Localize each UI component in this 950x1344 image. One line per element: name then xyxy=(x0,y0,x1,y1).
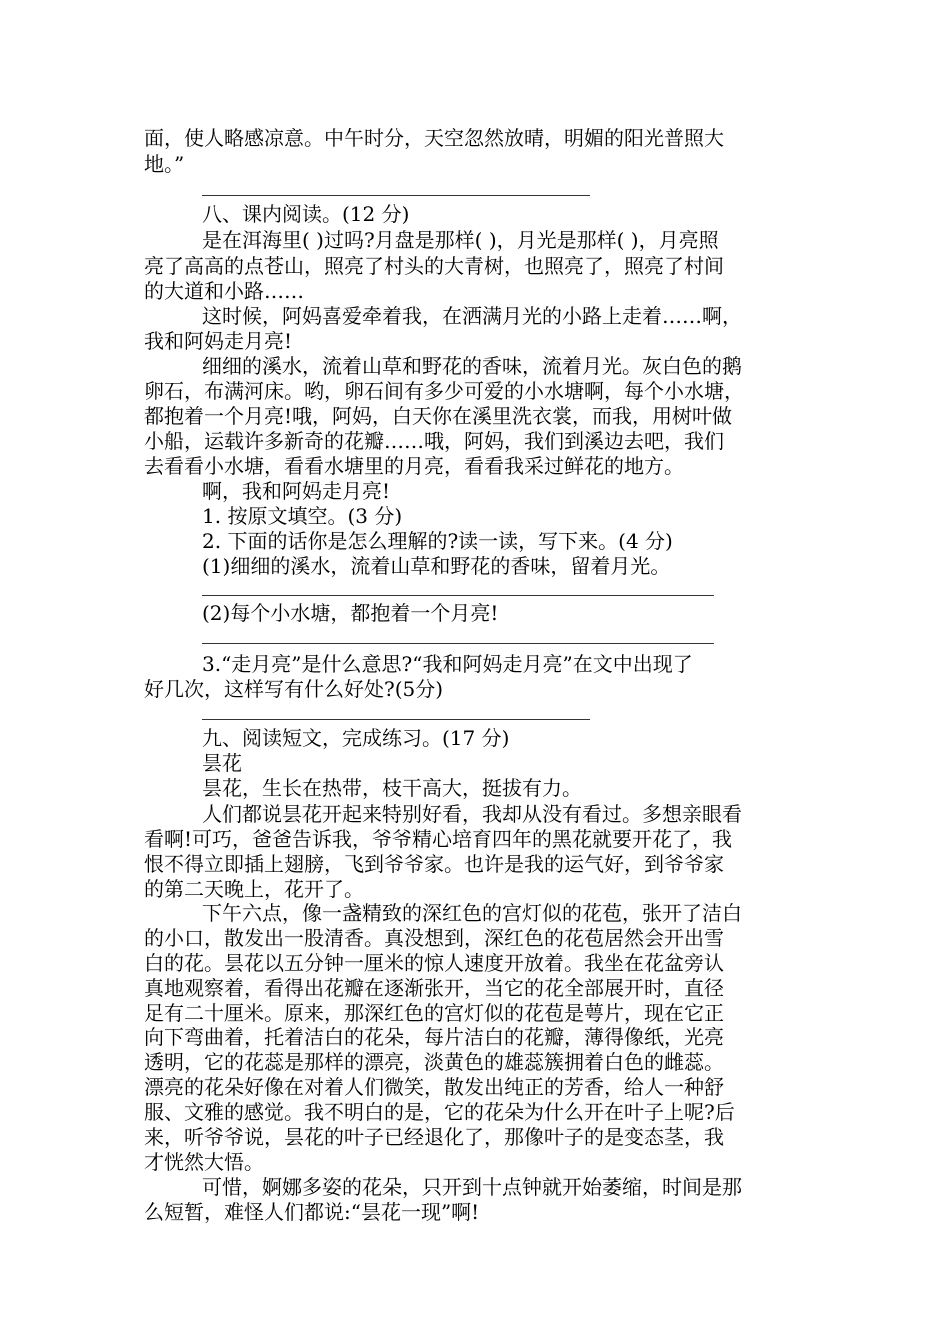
passage-line: 么短暂，难怪人们都说:“昙花一现”啊! xyxy=(144,1200,480,1224)
question-2-1: (1)细细的溪水，流着山草和野花的香味，留着月光。 xyxy=(202,554,671,578)
article-title: 昙花 xyxy=(202,751,242,775)
passage-line: 是在洱海里( )过吗?月盘是那样( )，月光是那样( )，月亮照 xyxy=(202,228,719,252)
section-8-heading: 八、课内阅读。(12 分) xyxy=(202,202,410,226)
question-2-2: (2)每个小水塘，都抱着一个月亮! xyxy=(202,601,499,625)
passage-line: 人们都说昙花开起来特别好看，我却从没有看过。多想亲眼看 xyxy=(202,802,742,826)
intro-line: 面，使人略感凉意。中午时分，天空忽然放晴，明媚的阳光普照大 xyxy=(144,126,724,150)
passage-line: 来，听爷爷说，昙花的叶子已经退化了，那像叶子的是变态茎，我 xyxy=(144,1125,724,1149)
passage-line: 这时候，阿妈喜爱牵着我，在洒满月光的小路上走着……啊， xyxy=(202,304,742,328)
passage-line: 都抱着一个月亮!哦，阿妈，白天你在溪里洗衣裳，而我，用树叶做 xyxy=(144,404,733,428)
passage-line: 看啊!可巧，爸爸告诉我，爷爷精心培育四年的黑花就要开花了，我 xyxy=(144,827,733,851)
passage-line: 下午六点，像一盏精致的深红色的宫灯似的花苞，张开了洁白 xyxy=(202,901,742,925)
passage-line: 可惜，婀娜多姿的花朵，只开到十点钟就开始萎缩，时间是那 xyxy=(202,1175,742,1199)
answer-line xyxy=(202,195,590,196)
passage-line: 昙花，生长在热带，枝干高大，挺拔有力。 xyxy=(202,776,582,800)
passage-line: 小船，运载许多新奇的花瓣……哦，阿妈，我们到溪边去吧，我们 xyxy=(144,429,724,453)
passage-line: 向下弯曲着，托着洁白的花朵，每片洁白的花瓣，薄得像纸，光亮 xyxy=(144,1025,724,1049)
question-2: 2. 下面的话你是怎么理解的?读一读，写下来。(4 分) xyxy=(202,529,673,553)
passage-line: 漂亮的花朵好像在对着人们微笑，散发出纯正的芳香，给人一种舒 xyxy=(144,1075,724,1099)
question-3: 好几次，这样写有什么好处?(5分) xyxy=(144,677,444,701)
passage-line: 卵石，布满河床。哟，卵石间有多少可爱的小水塘啊，每个小水塘， xyxy=(144,379,744,403)
passage-line: 的第二天晚上，花开了。 xyxy=(144,877,364,901)
passage-line: 的小口，散发出一股清香。真没想到，深红色的花苞居然会开出雪 xyxy=(144,926,724,950)
passage-line: 透明，它的花蕊是那样的漂亮，淡黄色的雄蕊簇拥着白色的雌蕊。 xyxy=(144,1050,724,1074)
question-3: 3.“走月亮”是什么意思?“我和阿妈走月亮”在文中出现了 xyxy=(202,652,693,676)
passage-line: 服、文雅的感觉。我不明白的是，它的花朵为什么开在叶子上呢?后 xyxy=(144,1100,735,1124)
passage-line: 我和阿妈走月亮! xyxy=(144,329,293,353)
passage-line: 足有二十厘米。原来，那深红色的宫灯似的花苞是萼片，现在它正 xyxy=(144,1001,724,1025)
passage-line: 白的花。昙花以五分钟一厘米的惊人速度开放着。我坐在花盆旁认 xyxy=(144,951,724,975)
section-9-heading: 九、阅读短文，完成练习。(17 分) xyxy=(202,726,510,750)
passage-line: 啊，我和阿妈走月亮! xyxy=(202,479,391,503)
passage-line: 亮了高高的点苍山，照亮了村头的大青树，也照亮了，照亮了村间 xyxy=(144,254,724,278)
passage-line: 去看看小水塘，看看水塘里的月亮，看看我采过鲜花的地方。 xyxy=(144,454,684,478)
passage-line: 细细的溪水，流着山草和野花的香味，流着月光。灰白色的鹅 xyxy=(202,354,742,378)
passage-line: 才恍然大悟。 xyxy=(144,1150,264,1174)
answer-line xyxy=(202,595,714,596)
passage-line: 恨不得立即插上翅膀，飞到爷爷家。也许是我的运气好，到爷爷家 xyxy=(144,852,724,876)
passage-line: 的大道和小路…… xyxy=(144,279,304,303)
answer-line xyxy=(202,643,714,644)
answer-line xyxy=(202,719,590,720)
passage-line: 真地观察着，看得出花瓣在逐渐张开，当它的花全部展开时，直径 xyxy=(144,976,724,1000)
intro-line: 地。” xyxy=(144,152,185,176)
question-1: 1. 按原文填空。(3 分) xyxy=(202,504,403,528)
